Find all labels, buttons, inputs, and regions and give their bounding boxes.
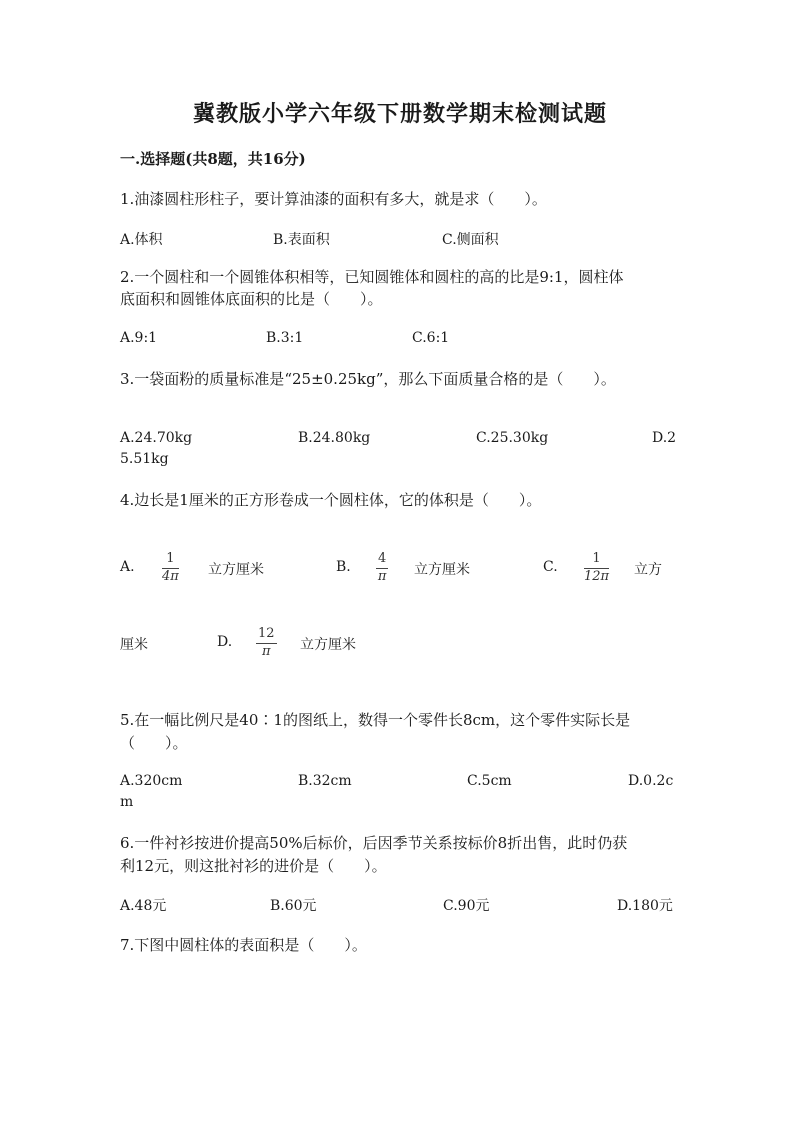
q5-option-a: A.320cm <box>120 773 183 789</box>
q1-option-b: B.表面积 <box>273 232 330 248</box>
q6-option-b: B.60元 <box>270 898 317 914</box>
q5-option-b: B.32cm <box>298 773 352 789</box>
q4-b-numerator: 4 <box>378 551 387 566</box>
question-1-text: 1.油漆圆柱形柱子，要计算油漆的面积有多大，就是求（ ）。 <box>120 190 547 208</box>
q1-option-a: A.体积 <box>120 232 163 248</box>
q2-option-c: C.6:1 <box>412 330 450 346</box>
question-2-line2: 底面积和圆锥体底面积的比是（ ）。 <box>120 290 383 308</box>
q4-option-a-fraction <box>162 552 179 584</box>
q4-d-denominator: π <box>262 644 271 659</box>
q4-b-denominator: π <box>377 569 387 584</box>
q4-a-numerator: 1 <box>166 551 175 566</box>
q1-option-c: C.侧面积 <box>442 232 499 248</box>
q4-c-denominator: 12π <box>584 569 610 584</box>
q3-option-d-part1: D.2 <box>652 430 677 446</box>
question-6-line1: 6.一件衬衫按进价提高50%后标价，后因季节关系按标价8折出售，此时仍获 <box>120 834 628 852</box>
q2-option-a: A.9:1 <box>120 330 158 346</box>
q5-option-c: C.5cm <box>467 773 512 789</box>
question-7-text: 7.下图中圆柱体的表面积是（ ）。 <box>120 936 367 954</box>
question-5-line1: 5.在一幅比例尺是40∶1的图纸上，数得一个零件长8cm，这个零件实际长是 <box>120 711 631 729</box>
q6-option-a: A.48元 <box>120 898 167 914</box>
q4-d-numerator: 12 <box>258 626 275 641</box>
q4-c-numerator: 1 <box>592 551 601 566</box>
q5-option-d-part1: D.0.2c <box>628 773 674 789</box>
q4-option-a-unit: 立方厘米 <box>208 562 264 578</box>
q6-option-d: D.180元 <box>617 898 673 914</box>
q3-option-d-part2: 5.51kg <box>120 451 169 467</box>
q4-option-b-unit: 立方厘米 <box>414 562 470 578</box>
q4-option-c-fraction <box>584 552 609 584</box>
q4-option-b-label: B. <box>336 559 351 575</box>
question-5-line2: （ ）。 <box>120 734 188 752</box>
q4-option-d-fraction <box>256 627 277 659</box>
question-3-text: 3.一袋面粉的质量标准是“25±0.25kg”，那么下面质量合格的是（ ）。 <box>120 370 616 388</box>
page-title: 冀教版小学六年级下册数学期末检测试题 <box>192 101 607 127</box>
q3-option-a: A.24.70kg <box>120 430 193 446</box>
q4-option-d-unit: 立方厘米 <box>300 637 356 653</box>
q4-option-c-label: C. <box>543 559 558 575</box>
q3-option-c: C.25.30kg <box>476 430 549 446</box>
q4-option-c-unit-part2: 厘米 <box>120 637 148 653</box>
question-4-text: 4.边长是1厘米的正方形卷成一个圆柱体，它的体积是（ ）。 <box>120 491 542 509</box>
q4-option-d-label: D. <box>217 634 233 650</box>
section-heading: 一.选择题(共8题，共16分) <box>120 150 306 168</box>
question-2-line1: 2.一个圆柱和一个圆锥体积相等，已知圆锥体和圆柱的高的比是9:1，圆柱体 <box>120 268 624 286</box>
question-6-line2: 利12元，则这批衬衫的进价是（ ）。 <box>120 857 387 875</box>
q3-option-b: B.24.80kg <box>298 430 371 446</box>
q5-option-d-part2: m <box>120 794 134 810</box>
q4-option-a-label: A. <box>120 559 135 575</box>
q4-a-denominator: 4π <box>162 569 179 584</box>
q2-option-b: B.3:1 <box>266 330 304 346</box>
q6-option-c: C.90元 <box>443 898 490 914</box>
q4-option-b-fraction <box>376 552 388 584</box>
q4-option-c-unit-part1: 立方 <box>634 562 662 578</box>
